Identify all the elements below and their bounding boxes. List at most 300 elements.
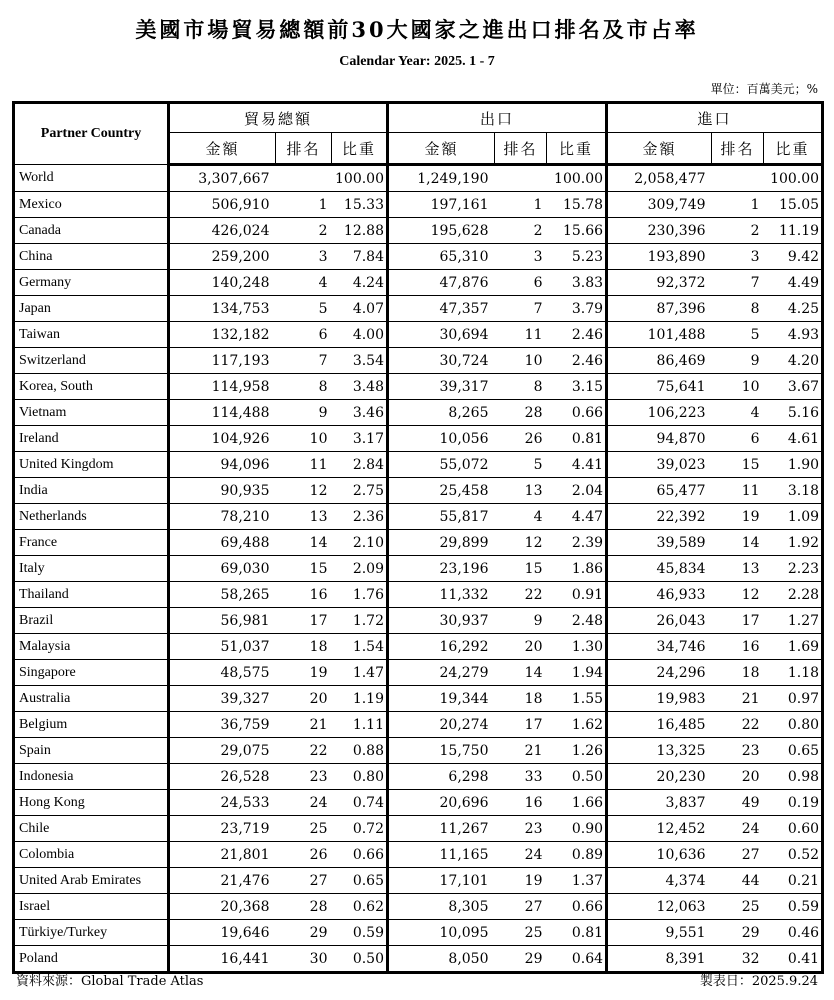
import-header: 進口 [607,103,823,133]
total-share-cell: 3.54 [332,348,388,374]
total-share-cell: 2.10 [332,530,388,556]
table-row [14,790,823,816]
import-amount-cell: 12,452 [607,816,712,842]
export-rank-cell: 29 [495,946,547,973]
total-amount-cell: 16,441 [169,946,276,973]
export-share-cell: 0.50 [547,764,607,790]
total-share-cell: 15.33 [332,192,388,218]
export-amount-cell: 65,310 [388,244,495,270]
total-share-cell: 0.74 [332,790,388,816]
country-cell: France [14,530,169,556]
export-amount-cell: 47,357 [388,296,495,322]
export-share-cell: 3.83 [547,270,607,296]
total-rank-cell: 25 [276,816,332,842]
country-cell: Canada [14,218,169,244]
import-rank-cell: 18 [712,660,764,686]
source-note: 資料來源：Global Trade Atlas [16,974,204,989]
total-share-cell: 3.17 [332,426,388,452]
export-rank-cell: 6 [495,270,547,296]
total-amount-cell: 48,575 [169,660,276,686]
total-amount-cell: 132,182 [169,322,276,348]
import-rank-cell: 24 [712,816,764,842]
export-rank-cell: 4 [495,504,547,530]
import-share-cell: 1.27 [764,608,823,634]
export-share-cell: 0.81 [547,426,607,452]
import-share-cell: 1.69 [764,634,823,660]
total-rank-cell [276,165,332,192]
total-rank-cell: 11 [276,452,332,478]
import-share-cell: 0.98 [764,764,823,790]
total-share-cell: 1.47 [332,660,388,686]
import-share-cell: 3.67 [764,374,823,400]
table-row [14,686,823,712]
country-cell: Australia [14,686,169,712]
export-amount-cell: 10,056 [388,426,495,452]
import-share-cell: 0.80 [764,712,823,738]
export-amount-cell: 29,899 [388,530,495,556]
import-amount-cell: 75,641 [607,374,712,400]
total-amount-cell: 78,210 [169,504,276,530]
import-share-cell: 0.46 [764,920,823,946]
country-cell: Korea, South [14,374,169,400]
country-cell: Colombia [14,842,169,868]
export-share-cell: 1.86 [547,556,607,582]
import-share-cell: 1.09 [764,504,823,530]
export-share-cell: 2.46 [547,322,607,348]
export-amount-cell: 30,724 [388,348,495,374]
import-amount-cell: 24,296 [607,660,712,686]
total-rank-cell: 3 [276,244,332,270]
country-cell: Vietnam [14,400,169,426]
export-share-cell: 15.78 [547,192,607,218]
total-share-cell: 3.48 [332,374,388,400]
table-row [14,478,823,504]
export-share-cell: 0.66 [547,894,607,920]
import-amount-cell: 193,890 [607,244,712,270]
total-rank-cell: 8 [276,374,332,400]
import-amount-cell: 9,551 [607,920,712,946]
import-share-cell: 1.92 [764,530,823,556]
import-share-cell: 5.16 [764,400,823,426]
table-row [14,452,823,478]
total-share-cell: 1.76 [332,582,388,608]
total-amount-cell: 56,981 [169,608,276,634]
export-amount-cell: 30,694 [388,322,495,348]
export-rank-cell: 5 [495,452,547,478]
export-share-cell: 3.15 [547,374,607,400]
import-rank-cell [712,165,764,192]
import-share-cell: 0.97 [764,686,823,712]
total-rank-cell: 23 [276,764,332,790]
country-cell: United Kingdom [14,452,169,478]
total-amount-cell: 90,935 [169,478,276,504]
table-row [14,842,823,868]
export-share-cell: 1.62 [547,712,607,738]
export-amount-cell: 1,249,190 [388,165,495,192]
country-cell: Mexico [14,192,169,218]
total-rank-cell: 28 [276,894,332,920]
export-amount-cell: 55,817 [388,504,495,530]
table-row [14,920,823,946]
export-amount-cell: 15,750 [388,738,495,764]
total-share-cell: 1.11 [332,712,388,738]
export-share-header: 比重 [547,133,607,165]
import-rank-cell: 6 [712,426,764,452]
table-row [14,556,823,582]
import-rank-cell: 2 [712,218,764,244]
export-amount-cell: 8,050 [388,946,495,973]
import-rank-header: 排名 [712,133,764,165]
total-rank-cell: 1 [276,192,332,218]
total-amount-cell: 20,368 [169,894,276,920]
total-share-cell: 1.19 [332,686,388,712]
import-amount-cell: 16,485 [607,712,712,738]
table-row [14,660,823,686]
table-row [14,504,823,530]
total-amount-cell: 26,528 [169,764,276,790]
import-share-cell: 2.28 [764,582,823,608]
total-rank-cell: 17 [276,608,332,634]
total-rank-cell: 6 [276,322,332,348]
total-amount-cell: 39,327 [169,686,276,712]
country-cell: World [14,165,169,192]
import-rank-cell: 4 [712,400,764,426]
country-cell: Spain [14,738,169,764]
import-share-cell: 1.18 [764,660,823,686]
total-amount-cell: 19,646 [169,920,276,946]
export-rank-cell [495,165,547,192]
import-amount-header: 金額 [607,133,712,165]
import-rank-cell: 13 [712,556,764,582]
import-rank-cell: 17 [712,608,764,634]
import-amount-cell: 106,223 [607,400,712,426]
import-amount-cell: 39,589 [607,530,712,556]
table-row [14,634,823,660]
export-amount-cell: 8,265 [388,400,495,426]
total-share-cell: 4.00 [332,322,388,348]
export-amount-cell: 19,344 [388,686,495,712]
total-amount-cell: 69,030 [169,556,276,582]
export-rank-cell: 33 [495,764,547,790]
export-rank-cell: 10 [495,348,547,374]
import-share-cell: 4.25 [764,296,823,322]
table-row [14,400,823,426]
total-amount-cell: 21,476 [169,868,276,894]
total-rank-cell: 14 [276,530,332,556]
import-amount-cell: 19,983 [607,686,712,712]
import-amount-cell: 20,230 [607,764,712,790]
import-rank-cell: 12 [712,582,764,608]
export-amount-cell: 195,628 [388,218,495,244]
export-amount-cell: 17,101 [388,868,495,894]
import-amount-cell: 13,325 [607,738,712,764]
export-amount-cell: 24,279 [388,660,495,686]
table-row [14,322,823,348]
export-share-cell: 2.46 [547,348,607,374]
table-row [14,296,823,322]
export-amount-cell: 30,937 [388,608,495,634]
total-amount-cell: 21,801 [169,842,276,868]
import-amount-cell: 309,749 [607,192,712,218]
export-rank-cell: 18 [495,686,547,712]
import-share-cell: 0.65 [764,738,823,764]
export-share-cell: 4.47 [547,504,607,530]
import-share-cell: 0.21 [764,868,823,894]
country-cell: Singapore [14,660,169,686]
import-amount-cell: 39,023 [607,452,712,478]
export-amount-cell: 11,267 [388,816,495,842]
total-rank-cell: 18 [276,634,332,660]
total-amount-cell: 140,248 [169,270,276,296]
total-amount-cell: 58,265 [169,582,276,608]
export-rank-cell: 8 [495,374,547,400]
country-cell: United Arab Emirates [14,868,169,894]
total-share-cell: 0.66 [332,842,388,868]
total-amount-cell: 94,096 [169,452,276,478]
export-rank-cell: 9 [495,608,547,634]
table-row [14,270,823,296]
export-header: 出口 [388,103,607,133]
total-rank-cell: 12 [276,478,332,504]
total-amount-cell: 134,753 [169,296,276,322]
export-share-cell: 2.39 [547,530,607,556]
export-rank-cell: 21 [495,738,547,764]
export-amount-cell: 20,696 [388,790,495,816]
import-rank-cell: 22 [712,712,764,738]
export-rank-cell: 2 [495,218,547,244]
export-amount-cell: 25,458 [388,478,495,504]
total-amount-cell: 259,200 [169,244,276,270]
export-share-cell: 15.66 [547,218,607,244]
import-amount-cell: 22,392 [607,504,712,530]
table-row [14,894,823,920]
import-rank-cell: 7 [712,270,764,296]
total-rank-cell: 10 [276,426,332,452]
table-row [14,218,823,244]
total-rank-cell: 30 [276,946,332,973]
import-share-cell: 9.42 [764,244,823,270]
table-row [14,946,823,973]
total-amount-cell: 24,533 [169,790,276,816]
import-amount-cell: 8,391 [607,946,712,973]
import-rank-cell: 5 [712,322,764,348]
export-rank-cell: 16 [495,790,547,816]
import-rank-cell: 29 [712,920,764,946]
export-rank-cell: 7 [495,296,547,322]
export-share-cell: 0.66 [547,400,607,426]
country-cell: Türkiye/Turkey [14,920,169,946]
total-rank-cell: 4 [276,270,332,296]
total-share-cell: 12.88 [332,218,388,244]
total-rank-cell: 20 [276,686,332,712]
import-rank-cell: 14 [712,530,764,556]
country-cell: Germany [14,270,169,296]
export-rank-cell: 24 [495,842,547,868]
export-rank-cell: 11 [495,322,547,348]
table-row [14,165,823,192]
import-rank-cell: 15 [712,452,764,478]
table-row [14,608,823,634]
total-share-cell: 0.59 [332,920,388,946]
export-rank-cell: 3 [495,244,547,270]
country-cell: Chile [14,816,169,842]
export-rank-cell: 20 [495,634,547,660]
export-amount-cell: 11,332 [388,582,495,608]
table-row [14,738,823,764]
import-rank-cell: 49 [712,790,764,816]
total-rank-cell: 21 [276,712,332,738]
country-cell: Italy [14,556,169,582]
total-share-cell: 0.62 [332,894,388,920]
import-share-cell: 11.19 [764,218,823,244]
total-rank-cell: 22 [276,738,332,764]
country-cell: Ireland [14,426,169,452]
total-share-cell: 2.09 [332,556,388,582]
import-amount-cell: 230,396 [607,218,712,244]
country-cell: Indonesia [14,764,169,790]
import-amount-cell: 46,933 [607,582,712,608]
export-amount-cell: 20,274 [388,712,495,738]
import-amount-cell: 34,746 [607,634,712,660]
import-rank-cell: 21 [712,686,764,712]
export-rank-cell: 25 [495,920,547,946]
export-rank-cell: 17 [495,712,547,738]
export-share-cell: 2.48 [547,608,607,634]
country-cell: Netherlands [14,504,169,530]
export-share-cell: 2.04 [547,478,607,504]
total-share-cell: 0.50 [332,946,388,973]
country-cell: China [14,244,169,270]
import-rank-cell: 20 [712,764,764,790]
import-amount-cell: 94,870 [607,426,712,452]
export-share-cell: 0.91 [547,582,607,608]
export-amount-cell: 197,161 [388,192,495,218]
export-share-cell: 1.55 [547,686,607,712]
import-share-cell: 2.23 [764,556,823,582]
import-share-cell: 0.52 [764,842,823,868]
export-amount-cell: 16,292 [388,634,495,660]
import-amount-cell: 3,837 [607,790,712,816]
country-cell: Malaysia [14,634,169,660]
export-rank-cell: 13 [495,478,547,504]
total-share-cell: 4.24 [332,270,388,296]
table-row [14,348,823,374]
import-share-cell: 0.41 [764,946,823,973]
total-share-cell: 2.36 [332,504,388,530]
total-share-cell: 4.07 [332,296,388,322]
total-rank-cell: 5 [276,296,332,322]
import-rank-cell: 8 [712,296,764,322]
import-rank-cell: 32 [712,946,764,973]
total-share-cell: 0.65 [332,868,388,894]
export-share-cell: 1.94 [547,660,607,686]
country-cell: Israel [14,894,169,920]
export-share-cell: 4.41 [547,452,607,478]
export-rank-header: 排名 [495,133,547,165]
export-rank-cell: 23 [495,816,547,842]
export-amount-cell: 23,196 [388,556,495,582]
total-amount-header: 金額 [169,133,276,165]
export-share-cell: 100.00 [547,165,607,192]
import-share-cell: 15.05 [764,192,823,218]
total-rank-cell: 29 [276,920,332,946]
import-rank-cell: 16 [712,634,764,660]
table-row [14,192,823,218]
export-share-cell: 5.23 [547,244,607,270]
import-amount-cell: 101,488 [607,322,712,348]
export-amount-cell: 55,072 [388,452,495,478]
table-row [14,816,823,842]
import-share-cell: 1.90 [764,452,823,478]
total-trade-header: 貿易總額 [169,103,388,133]
total-rank-cell: 19 [276,660,332,686]
total-share-cell: 0.88 [332,738,388,764]
total-amount-cell: 114,488 [169,400,276,426]
total-share-cell: 100.00 [332,165,388,192]
table-row [14,426,823,452]
total-amount-cell: 36,759 [169,712,276,738]
country-cell: Poland [14,946,169,973]
total-rank-cell: 15 [276,556,332,582]
export-rank-cell: 12 [495,530,547,556]
import-share-cell: 0.60 [764,816,823,842]
import-rank-cell: 19 [712,504,764,530]
table-row [14,868,823,894]
total-amount-cell: 114,958 [169,374,276,400]
trade-ranking-table [12,101,824,974]
import-share-cell: 4.93 [764,322,823,348]
export-rank-cell: 26 [495,426,547,452]
import-amount-cell: 10,636 [607,842,712,868]
total-rank-cell: 7 [276,348,332,374]
export-share-cell: 3.79 [547,296,607,322]
total-rank-cell: 27 [276,868,332,894]
export-amount-cell: 47,876 [388,270,495,296]
import-amount-cell: 86,469 [607,348,712,374]
export-share-cell: 0.89 [547,842,607,868]
export-share-cell: 1.37 [547,868,607,894]
import-share-cell: 0.19 [764,790,823,816]
import-rank-cell: 10 [712,374,764,400]
import-rank-cell: 44 [712,868,764,894]
country-cell: India [14,478,169,504]
import-amount-cell: 2,058,477 [607,165,712,192]
import-share-cell: 3.18 [764,478,823,504]
export-rank-cell: 1 [495,192,547,218]
table-row [14,530,823,556]
total-amount-cell: 506,910 [169,192,276,218]
table-body [14,165,823,973]
export-share-cell: 1.26 [547,738,607,764]
import-rank-cell: 1 [712,192,764,218]
total-share-cell: 7.84 [332,244,388,270]
table-row [14,712,823,738]
import-share-header: 比重 [764,133,823,165]
export-rank-cell: 27 [495,894,547,920]
country-cell: Switzerland [14,348,169,374]
export-amount-cell: 10,095 [388,920,495,946]
total-rank-cell: 13 [276,504,332,530]
import-amount-cell: 92,372 [607,270,712,296]
page-title: 美國市場貿易總額前30大國家之進出口排名及市占率 [135,17,699,42]
import-share-cell: 100.00 [764,165,823,192]
total-amount-cell: 69,488 [169,530,276,556]
export-share-cell: 0.64 [547,946,607,973]
export-rank-cell: 22 [495,582,547,608]
total-rank-cell: 9 [276,400,332,426]
country-cell: Hong Kong [14,790,169,816]
country-cell: Thailand [14,582,169,608]
